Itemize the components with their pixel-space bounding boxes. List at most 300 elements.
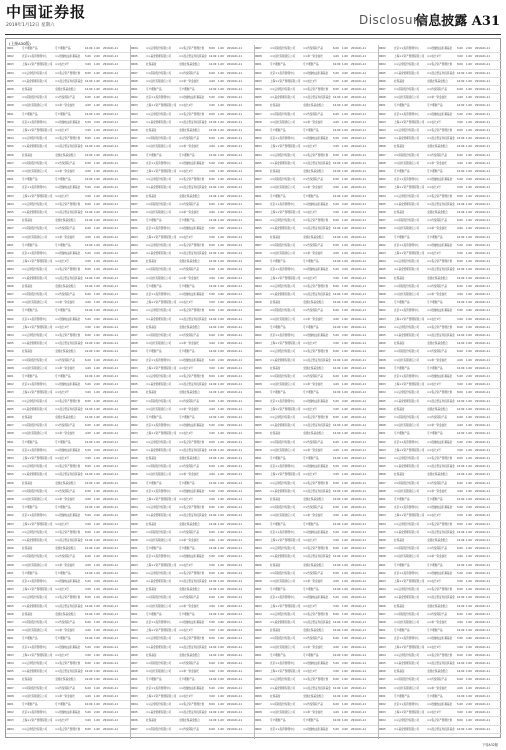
table-cell: 专户理财产品 bbox=[394, 104, 410, 108]
table-cell: 5.00 bbox=[209, 555, 215, 559]
table-row bbox=[378, 414, 502, 422]
table-cell: 2019-01-11 bbox=[351, 375, 367, 378]
table-column bbox=[6, 45, 130, 739]
table-cell: ××基金管理有限公司 bbox=[394, 334, 420, 337]
table-cell: ××传统保险产品 bbox=[427, 678, 447, 682]
table-cell: 1.00 bbox=[218, 325, 224, 329]
table-row bbox=[378, 135, 502, 143]
table-cell: 2019-01-11 bbox=[103, 112, 119, 116]
table-cell: 6.00 bbox=[209, 465, 215, 469]
table-cell: ××保险股份有限公司 bbox=[22, 686, 48, 690]
table-cell: 1.00 bbox=[466, 55, 472, 59]
table-row bbox=[254, 275, 378, 283]
table-cell: 2019-01-11 bbox=[227, 432, 243, 436]
table-cell: 1.00 bbox=[342, 112, 348, 116]
table-cell: 2019-01-11 bbox=[103, 612, 119, 616]
table-cell: ××证券股份有限公司 bbox=[394, 325, 420, 329]
table-cell: 社保基金 bbox=[270, 629, 281, 633]
table-cell: 1.00 bbox=[466, 366, 472, 370]
table-row bbox=[6, 119, 130, 127]
table-cell: ××证券股份有限公司 bbox=[270, 416, 296, 419]
table-cell: 9007 bbox=[379, 219, 386, 223]
table-cell: 2019-01-11 bbox=[227, 334, 243, 337]
table-cell: 全国社保基金组合 bbox=[179, 260, 200, 264]
table-cell: ××传统保险产品 bbox=[303, 506, 323, 510]
table-cell: ××混合型证券投资基金 bbox=[55, 145, 83, 149]
table-cell: 6.00 bbox=[457, 350, 463, 354]
table-row bbox=[6, 266, 130, 274]
table-row bbox=[254, 553, 378, 561]
table-cell: 10.00 bbox=[85, 571, 93, 575]
table-cell: ××成长1号 bbox=[55, 457, 69, 460]
table-cell: 专户理财产品 bbox=[55, 112, 71, 116]
table-row bbox=[378, 209, 502, 217]
table-cell: 全国社保基金组合 bbox=[427, 539, 448, 542]
table-cell: ××稳健收益私募基金 bbox=[179, 621, 205, 624]
table-cell: ××单一资金信托 bbox=[303, 252, 323, 255]
table-cell: ××信托有限责任公司 bbox=[22, 629, 48, 633]
table-cell: ××单一资金信托 bbox=[427, 621, 447, 624]
table-cell: 2019-01-11 bbox=[103, 670, 119, 674]
table-cell: 上海××资产管理有限公司 bbox=[270, 539, 301, 542]
table-cell: 2.00 bbox=[94, 514, 100, 518]
table-cell: 上海××资产管理有限公司 bbox=[22, 325, 53, 329]
table-row bbox=[130, 537, 254, 545]
table-cell: 专户理财产品 bbox=[22, 178, 38, 182]
table-cell: 2019-01-11 bbox=[475, 325, 491, 329]
table-cell: 9007 bbox=[255, 178, 262, 182]
table-cell: 2019-01-11 bbox=[103, 506, 119, 510]
table-cell: 1.00 bbox=[218, 276, 224, 280]
table-cell: 6.00 bbox=[85, 293, 91, 296]
table-cell: ××成长1号 bbox=[427, 645, 441, 649]
table-cell: ××成长1号 bbox=[303, 342, 317, 346]
table-cell: 2019-01-11 bbox=[103, 457, 119, 460]
table-cell: ××基金管理有限公司 bbox=[146, 383, 172, 387]
table-cell: 2.00 bbox=[94, 317, 100, 321]
table-cell: ××混合型证券投资基金 bbox=[303, 96, 331, 100]
table-cell: 北京××投资管理中心 bbox=[22, 317, 48, 321]
table-row bbox=[130, 373, 254, 381]
table-cell: 2019-01-11 bbox=[351, 703, 367, 706]
table-cell: 2019-01-11 bbox=[227, 276, 243, 280]
table-cell: 10.00 bbox=[209, 325, 217, 329]
table-cell: 1.00 bbox=[342, 588, 348, 592]
table-cell: 8.00 bbox=[209, 440, 215, 444]
table-cell: 6.00 bbox=[209, 137, 215, 141]
table-cell: 2019-01-11 bbox=[227, 539, 243, 542]
table-cell: 1.00 bbox=[466, 612, 472, 616]
table-cell: 3.00 bbox=[209, 366, 215, 370]
table-row bbox=[6, 652, 130, 660]
table-cell: 10.00 bbox=[457, 79, 465, 83]
table-cell: ××成长1号 bbox=[179, 366, 193, 370]
table-row bbox=[6, 545, 130, 553]
table-cell: ××稳健收益私募基金 bbox=[427, 506, 453, 510]
table-row bbox=[378, 258, 502, 266]
table-cell: 上海××资产管理有限公司 bbox=[270, 473, 301, 477]
table-row bbox=[130, 529, 254, 537]
table-cell: ××成长1号 bbox=[55, 63, 69, 67]
table-cell: 9007 bbox=[7, 424, 14, 428]
table-cell: 1.00 bbox=[466, 284, 472, 288]
table-cell: ××证券股份有限公司 bbox=[22, 530, 48, 534]
table-cell: 全国社保基金组合 bbox=[179, 457, 200, 460]
table-cell: 专户理财产品 bbox=[146, 88, 162, 91]
table-cell: 2019-01-11 bbox=[227, 194, 243, 198]
table-cell: 9001 bbox=[379, 301, 386, 305]
table-cell: 2019-01-11 bbox=[351, 129, 367, 132]
table-cell: 6.00 bbox=[333, 506, 339, 510]
table-cell: 3.00 bbox=[85, 522, 91, 526]
table-cell: 9004 bbox=[379, 653, 386, 657]
table-row bbox=[130, 168, 254, 176]
table-cell: ××集合资产管理计划 bbox=[179, 112, 205, 116]
table-cell: ××传统保险产品 bbox=[179, 202, 199, 206]
table-cell: ××集合资产管理计划 bbox=[427, 719, 453, 723]
table-cell: ××传统保险产品 bbox=[427, 219, 447, 223]
table-cell: 2019-01-11 bbox=[227, 391, 243, 395]
table-cell: 2019-01-11 bbox=[351, 79, 367, 83]
table-row bbox=[130, 234, 254, 242]
table-cell: 4.00 bbox=[209, 211, 215, 214]
table-cell: 10.00 bbox=[333, 432, 341, 436]
table-cell: 10.00 bbox=[85, 416, 93, 419]
column-divider bbox=[378, 45, 379, 739]
table-cell: ××保险股份有限公司 bbox=[394, 416, 420, 419]
table-cell: 2019-01-11 bbox=[475, 293, 491, 296]
table-cell: 9003 bbox=[379, 383, 386, 387]
table-row bbox=[378, 275, 502, 283]
table-cell: ××信托有限责任公司 bbox=[270, 317, 296, 321]
table-cell: 9006 bbox=[7, 350, 14, 354]
table-cell: 2019-01-11 bbox=[351, 88, 367, 91]
table-cell: 2019-01-11 bbox=[351, 276, 367, 280]
table-cell: 1.00 bbox=[218, 498, 224, 501]
table-cell: 5.00 bbox=[85, 186, 91, 190]
table-cell: 9006 bbox=[255, 301, 262, 305]
table-cell: 9002 bbox=[131, 489, 138, 493]
table-cell: 2019-01-11 bbox=[351, 473, 367, 477]
table-cell: 2019-01-11 bbox=[475, 79, 491, 83]
table-cell: 1.00 bbox=[94, 325, 100, 329]
table-cell: 9001 bbox=[7, 243, 14, 247]
table-cell: 2019-01-11 bbox=[475, 612, 491, 616]
table-cell: 2019-01-11 bbox=[475, 662, 491, 665]
table-cell: 1.00 bbox=[466, 268, 472, 272]
table-row bbox=[378, 693, 502, 701]
table-cell: 2019-01-11 bbox=[475, 227, 491, 231]
table-cell: 10.00 bbox=[85, 637, 93, 641]
table-cell: 2019-01-11 bbox=[227, 727, 243, 731]
table-cell: 9003 bbox=[255, 670, 262, 674]
table-cell: ××证券股份有限公司 bbox=[394, 522, 420, 526]
table-cell: ××保险股份有限公司 bbox=[394, 612, 420, 616]
table-cell: 专户理财产品 bbox=[55, 637, 71, 641]
table-cell: 2019-01-11 bbox=[475, 580, 491, 583]
table-cell: 2019-01-11 bbox=[227, 506, 243, 510]
table-cell: ××保险股份有限公司 bbox=[146, 727, 172, 731]
table-cell: 2019-01-11 bbox=[475, 211, 491, 214]
table-cell: ××保险股份有限公司 bbox=[146, 465, 172, 469]
table-row bbox=[378, 45, 502, 53]
table-cell: 9004 bbox=[7, 530, 14, 534]
table-cell: ××单一资金信托 bbox=[303, 317, 323, 321]
table-cell: 6.00 bbox=[209, 530, 215, 534]
table-cell: 2019-01-11 bbox=[475, 383, 491, 387]
table-cell: 1.00 bbox=[466, 104, 472, 108]
table-cell: 2019-01-11 bbox=[475, 571, 491, 575]
table-cell: 9007 bbox=[255, 440, 262, 444]
table-cell: 9008 bbox=[255, 383, 262, 387]
table-cell: 1.00 bbox=[94, 71, 100, 75]
table-cell: 专户理财产品 bbox=[303, 391, 319, 395]
table-cell: 2019-01-11 bbox=[351, 727, 367, 731]
table-cell: 2019-01-11 bbox=[103, 161, 119, 165]
table-cell: 2019-01-11 bbox=[103, 284, 119, 288]
table-cell: 1.00 bbox=[466, 293, 472, 296]
table-cell: ××集合资产管理计划 bbox=[427, 391, 453, 395]
table-cell: 北京××投资管理中心 bbox=[270, 202, 296, 206]
table-row bbox=[378, 660, 502, 668]
table-cell: 全国社保基金组合 bbox=[55, 678, 76, 682]
table-row bbox=[130, 111, 254, 119]
table-row bbox=[254, 693, 378, 701]
table-cell: 上海××资产管理有限公司 bbox=[270, 604, 301, 608]
table-cell: 9005 bbox=[7, 211, 14, 214]
table-cell: 2019-01-11 bbox=[227, 375, 243, 378]
table-cell: 9001 bbox=[379, 563, 386, 567]
table-cell: ××信托有限责任公司 bbox=[146, 145, 172, 149]
table-cell: ××保险股份有限公司 bbox=[22, 621, 48, 624]
table-cell: 北京××投资管理中心 bbox=[270, 530, 296, 534]
table-cell: ××混合型证券投资基金 bbox=[55, 604, 83, 608]
table-cell: ××稳健收益私募基金 bbox=[55, 514, 81, 518]
table-row bbox=[130, 627, 254, 635]
table-cell: 1.00 bbox=[342, 325, 348, 329]
table-cell: 2.00 bbox=[218, 555, 224, 559]
table-cell: 10.00 bbox=[333, 588, 341, 592]
table-row bbox=[6, 234, 130, 242]
table-cell: 9002 bbox=[7, 317, 14, 321]
table-cell: 1.00 bbox=[466, 588, 472, 592]
table-cell: ××成长1号 bbox=[427, 186, 441, 190]
table-cell: 9001 bbox=[7, 178, 14, 182]
table-cell: 9004 bbox=[379, 391, 386, 395]
table-cell: 10.00 bbox=[85, 211, 93, 214]
table-cell: 9008 bbox=[255, 514, 262, 518]
table-cell: 4.00 bbox=[85, 301, 91, 305]
table-cell: ××稳健收益私募基金 bbox=[303, 530, 329, 534]
table-cell: 9005 bbox=[255, 621, 262, 624]
table-cell: ××信托有限责任公司 bbox=[270, 120, 296, 124]
table-cell: 9004 bbox=[7, 662, 14, 665]
table-cell: 2019-01-11 bbox=[475, 547, 491, 551]
table-cell: 1.00 bbox=[94, 694, 100, 698]
table-cell: 2.00 bbox=[466, 506, 472, 510]
table-cell: 8.00 bbox=[85, 465, 91, 469]
table-cell: 2019-01-11 bbox=[475, 96, 491, 100]
table-cell: 9005 bbox=[131, 645, 138, 649]
table-row bbox=[254, 348, 378, 356]
table-cell: 2019-01-11 bbox=[103, 178, 119, 182]
table-cell: 社保基金 bbox=[146, 457, 157, 460]
table-cell: 1.00 bbox=[466, 481, 472, 485]
table-cell: 10.00 bbox=[85, 473, 93, 477]
table-cell: 2.00 bbox=[94, 580, 100, 583]
table-cell: 2.00 bbox=[466, 571, 472, 575]
table-cell: 2019-01-11 bbox=[351, 530, 367, 534]
table-cell: ××成长1号 bbox=[179, 694, 193, 698]
table-cell: 9002 bbox=[131, 424, 138, 428]
table-cell: 9003 bbox=[131, 563, 138, 567]
table-row bbox=[254, 726, 378, 734]
table-row bbox=[378, 455, 502, 463]
table-cell: 1.00 bbox=[94, 612, 100, 616]
table-cell: ××集合资产管理计划 bbox=[427, 457, 453, 460]
table-cell: ××成长1号 bbox=[303, 211, 317, 214]
table-row bbox=[254, 225, 378, 233]
table-cell: 2019-01-11 bbox=[351, 268, 367, 272]
table-cell: 4.00 bbox=[209, 604, 215, 608]
table-row bbox=[6, 439, 130, 447]
table-cell: ××证券股份有限公司 bbox=[270, 481, 296, 485]
table-cell: 9003 bbox=[379, 448, 386, 452]
table-row bbox=[254, 291, 378, 299]
table-cell: 1.00 bbox=[218, 366, 224, 370]
table-cell: 2019-01-11 bbox=[103, 137, 119, 141]
table-cell: 10.00 bbox=[85, 112, 93, 116]
table-cell: 2019-01-11 bbox=[103, 416, 119, 419]
table-row bbox=[254, 193, 378, 201]
table-cell: 全国社保基金组合 bbox=[55, 416, 76, 419]
table-row bbox=[378, 152, 502, 160]
table-cell: 4.00 bbox=[209, 473, 215, 477]
table-row bbox=[6, 619, 130, 627]
table-cell: 9003 bbox=[7, 63, 14, 67]
table-cell: ××稳健收益私募基金 bbox=[303, 399, 329, 403]
table-cell: ××基金管理有限公司 bbox=[270, 686, 296, 690]
table-cell: 专户理财产品 bbox=[179, 678, 195, 682]
table-row bbox=[378, 578, 502, 586]
table-cell: 2019-01-11 bbox=[351, 678, 367, 682]
table-cell: 9007 bbox=[7, 358, 14, 362]
table-cell: 9004 bbox=[379, 325, 386, 329]
table-cell: 8.00 bbox=[333, 547, 339, 551]
table-cell: 9004 bbox=[131, 703, 138, 706]
table-cell: 专户理财产品 bbox=[179, 350, 195, 354]
table-cell: ××证券股份有限公司 bbox=[270, 284, 296, 288]
table-cell: 9007 bbox=[379, 612, 386, 616]
table-cell: 10.00 bbox=[85, 79, 93, 83]
table-cell: 2.00 bbox=[94, 120, 100, 124]
table-cell: 9005 bbox=[379, 268, 386, 272]
table-cell: 10.00 bbox=[333, 686, 341, 690]
table-row bbox=[6, 45, 130, 53]
table-cell: 8.00 bbox=[333, 153, 339, 157]
table-row bbox=[254, 45, 378, 53]
table-cell: 2019-01-11 bbox=[475, 366, 491, 370]
table-cell: ××信托有限责任公司 bbox=[270, 448, 296, 452]
table-cell: 2019-01-11 bbox=[103, 301, 119, 305]
table-cell: 1.00 bbox=[94, 432, 100, 436]
table-cell: 1.00 bbox=[218, 727, 224, 731]
table-cell: 6.00 bbox=[333, 637, 339, 641]
table-cell: 专户理财产品 bbox=[22, 571, 38, 575]
table-cell: ××成长1号 bbox=[179, 498, 193, 501]
table-row bbox=[6, 644, 130, 652]
table-cell: 9003 bbox=[379, 645, 386, 649]
table-cell: 9006 bbox=[255, 104, 262, 108]
table-cell: ××保险股份有限公司 bbox=[146, 137, 172, 141]
table-cell: ××集合资产管理计划 bbox=[303, 153, 329, 157]
table-row bbox=[130, 307, 254, 315]
table-cell: 9007 bbox=[131, 137, 138, 141]
table-cell: 1.00 bbox=[94, 342, 100, 346]
table-cell: 全国社保基金组合 bbox=[179, 391, 200, 395]
table-cell: 3.00 bbox=[209, 432, 215, 436]
table-cell: 6.00 bbox=[457, 284, 463, 288]
table-cell: 上海××资产管理有限公司 bbox=[394, 120, 425, 124]
table-cell: 社保基金 bbox=[270, 694, 281, 698]
table-row bbox=[6, 242, 130, 250]
table-cell: 1.00 bbox=[342, 178, 348, 182]
table-cell: 2019-01-11 bbox=[103, 260, 119, 264]
table-cell: 10.00 bbox=[333, 366, 341, 370]
table-cell: 8.00 bbox=[457, 719, 463, 723]
table-cell: 9001 bbox=[131, 350, 138, 354]
table-cell: 2019-01-11 bbox=[475, 498, 491, 501]
table-cell: 3.00 bbox=[333, 539, 339, 542]
table-cell: 1.00 bbox=[94, 621, 100, 624]
table-row bbox=[378, 160, 502, 168]
table-cell: 1.00 bbox=[466, 153, 472, 157]
table-cell: 2019-01-11 bbox=[475, 71, 491, 75]
table-row bbox=[6, 709, 130, 717]
table-cell: 1.00 bbox=[218, 580, 224, 583]
table-cell: 5.00 bbox=[85, 120, 91, 124]
table-cell: 上海××资产管理有限公司 bbox=[146, 498, 177, 501]
table-cell: ××证券股份有限公司 bbox=[394, 653, 420, 657]
table-cell: 2019-01-11 bbox=[103, 186, 119, 190]
table-cell: 2019-01-11 bbox=[103, 47, 119, 50]
table-cell: 1.00 bbox=[218, 694, 224, 698]
table-cell: 1.00 bbox=[218, 571, 224, 575]
table-cell: 3.00 bbox=[457, 448, 463, 452]
table-cell: 8.00 bbox=[209, 506, 215, 510]
table-cell: ××信托有限责任公司 bbox=[394, 621, 420, 624]
table-cell: ××集合资产管理计划 bbox=[55, 530, 81, 534]
table-cell: 1.00 bbox=[94, 727, 100, 731]
table-cell: 专户理财产品 bbox=[55, 178, 71, 182]
table-cell: 1.00 bbox=[466, 653, 472, 657]
table-cell: ××信托有限责任公司 bbox=[146, 670, 172, 674]
table-cell: 9002 bbox=[379, 506, 386, 510]
table-cell: 专户理财产品 bbox=[427, 694, 443, 698]
table-cell: 10.00 bbox=[85, 153, 93, 157]
table-cell: 社保基金 bbox=[394, 407, 405, 411]
table-cell: 10.00 bbox=[209, 711, 217, 715]
table-cell: 2019-01-11 bbox=[227, 465, 243, 469]
table-cell: 9006 bbox=[255, 235, 262, 239]
table-cell: 社保基金 bbox=[394, 342, 405, 346]
table-cell: 社保基金 bbox=[146, 325, 157, 329]
table-row bbox=[378, 94, 502, 102]
table-cell: ××混合型证券投资基金 bbox=[179, 55, 207, 59]
table-cell: 2019-01-11 bbox=[103, 391, 119, 395]
table-cell: 北京××投资管理中心 bbox=[146, 686, 172, 690]
table-cell: ××稳健收益私募基金 bbox=[427, 375, 453, 378]
